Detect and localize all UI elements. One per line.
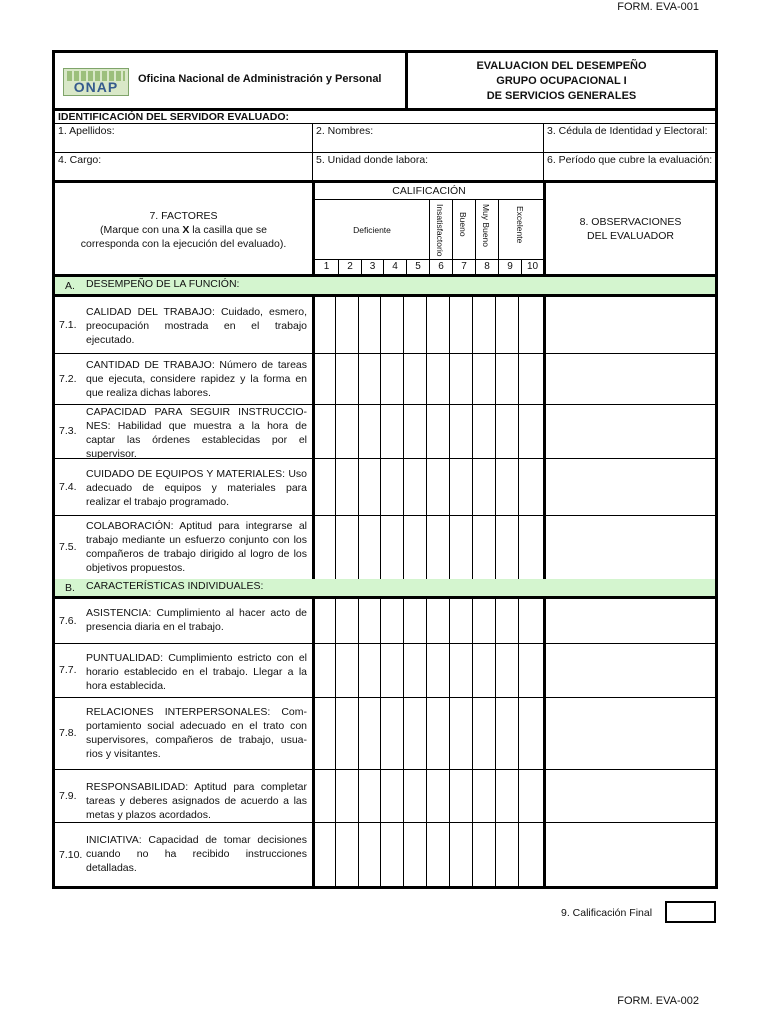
factor-row [55,698,715,770]
factor-number: 7.3. [59,425,77,437]
identification-title-row [55,111,715,124]
factors-instruction-line2: corresponda con la ejecución del evaluado). [80,238,287,250]
factor-description: COLABORACIÓN: Aptitud para integrarse al trabajo mediante un esfuerzo conjunto con los compañeros de trabajo dirigido al logro de los objetivos propuestos. [86,520,307,574]
rating-cell-8[interactable] [472,644,495,697]
rating-cell-7[interactable] [449,297,472,353]
rating-cell-2[interactable] [335,823,358,889]
rating-number-3: 3 [361,260,383,274]
rating-cell-7[interactable] [449,405,472,458]
factors-header [55,183,715,277]
rating-cell-5[interactable] [403,599,426,643]
rating-cell-9[interactable] [495,459,518,515]
rating-cell-2[interactable] [335,698,358,769]
observation-cell[interactable] [543,354,715,404]
rating-cell-5[interactable] [403,354,426,404]
factor-description: CUIDADO DE EQUIPOS Y MATERIALES: Uso adecuado de equipos y materiales para realizar el trabajo programado. [86,468,307,508]
rating-number-9: 9 [498,260,521,274]
rating-cell-2[interactable] [335,297,358,353]
rating-cell-8[interactable] [472,297,495,353]
rating-cell-1[interactable] [312,354,335,404]
rating-cell-4[interactable] [380,405,403,458]
factor-row [55,297,715,354]
rating-cell-9[interactable] [495,770,518,822]
rating-cell-8[interactable] [472,823,495,889]
rating-cell-10[interactable] [518,644,543,697]
rating-cell-9[interactable] [495,405,518,458]
rating-cell-1[interactable] [312,297,335,353]
label-deficiente: Deficiente [353,225,391,235]
rating-cell-3[interactable] [358,823,380,889]
rating-cell-8[interactable] [472,698,495,769]
factor-description: RELACIONES INTERPERSONALES: Com-portamiento social adecuado en el trato con supervisores, compañeros de trabajo, usua-rios y visitantes. [86,706,307,760]
observaciones-line-2: DEL EVALUADOR [587,230,674,242]
rating-number-1: 1 [323,261,330,272]
observation-cell[interactable] [543,405,715,458]
rating-cell-9[interactable] [495,354,518,404]
rating-cell-4[interactable] [380,770,403,822]
rating-cell-6[interactable] [426,698,449,769]
field-unidad[interactable]: 5. Unidad donde labora: [312,153,543,180]
rating-cell-6[interactable] [426,354,449,404]
label-muy-bueno-cell [475,200,498,259]
rating-cell-4[interactable] [380,516,403,579]
instruction-post: la casilla que se [189,224,267,236]
rating-cell-5[interactable] [403,823,426,889]
label-insatisfactorio: Insatisfactorio [435,204,445,257]
rating-cell-2[interactable] [335,354,358,404]
rating-cell-6[interactable] [426,405,449,458]
rating-cell-5[interactable] [403,770,426,822]
section-a-letter: A. [65,280,75,292]
rating-cell-9[interactable] [495,516,518,579]
factor-row [55,459,715,516]
rating-number-7: 7 [452,260,475,274]
identification-row-1 [55,124,715,153]
factor-row [55,516,715,579]
rating-cell-8[interactable] [472,354,495,404]
rating-cell-7[interactable] [449,459,472,515]
section-b-letter: B. [65,582,75,594]
factor-row [55,599,715,644]
rating-cell-4[interactable] [380,599,403,643]
rating-cell-5[interactable] [403,297,426,353]
rating-cell-7[interactable] [449,516,472,579]
rating-cell-8[interactable] [472,599,495,643]
logo-text: ONAP [73,79,119,95]
rating-number-8: 8 [475,260,498,274]
rating-cell-4[interactable] [380,823,403,889]
rating-cell-9[interactable] [495,297,518,353]
factor-number: 7.1. [59,318,77,331]
rating-cell-9[interactable] [495,644,518,697]
rating-cell-5[interactable] [403,516,426,579]
instruction-pre: (Marque con una [100,224,183,236]
factor-description: RESPONSABILIDAD: Aptitud para completar tareas y deberes asignados de acuerdo a las metas y plazos acordados. [86,781,307,821]
rating-cell-2[interactable] [335,516,358,579]
rating-cell-1[interactable] [312,516,335,579]
rating-cell-4[interactable] [380,644,403,697]
factor-row [55,644,715,698]
calificacion-header [312,183,543,274]
identification-title: IDENTIFICACIÓN DEL SERVIDOR EVALUADO: [58,111,290,123]
rating-cell-9[interactable] [495,698,518,769]
factors-instruction [55,223,312,237]
rating-cell-3[interactable] [358,405,380,458]
section-b-row [55,579,715,599]
observation-cell[interactable] [543,516,715,579]
label-excelente-cell [498,200,543,259]
rating-number-10: 10 [521,260,543,274]
rating-cell-4[interactable] [380,354,403,404]
form-header [55,53,715,111]
rating-cell-2[interactable] [335,405,358,458]
observaciones-line-1: 8. OBSERVACIONES [579,216,682,228]
factors-title: 7. FACTORES [149,210,218,222]
rating-cell-10[interactable] [518,354,543,404]
rating-cell-6[interactable] [426,516,449,579]
form-code-top: FORM. EVA-001 [617,1,699,13]
rating-cell-5[interactable] [403,644,426,697]
rating-cell-3[interactable] [358,354,380,404]
factor-number: 7.2. [59,372,77,385]
rating-cell-7[interactable] [449,770,472,822]
factor-number: 7.8. [59,727,77,739]
rating-cell-2[interactable] [335,599,358,643]
label-bueno-cell [452,200,475,259]
rating-cell-3[interactable] [358,516,380,579]
rating-cell-6[interactable] [426,599,449,643]
rating-cell-9[interactable] [495,599,518,643]
section-a-row [55,277,715,297]
final-score-box[interactable] [665,901,716,923]
rating-cell-1[interactable] [312,459,335,515]
factor-row [55,770,715,823]
field-cargo[interactable]: 4. Cargo: [58,154,102,166]
observaciones-header [543,183,715,274]
title-line-1: EVALUACION DEL DESEMPEÑO [476,60,647,72]
rating-cell-8[interactable] [472,770,495,822]
field-apellidos[interactable]: 1. Apellidos: [58,125,115,137]
rating-cell-8[interactable] [472,405,495,458]
rating-cell-6[interactable] [426,644,449,697]
section-a-title: DESEMPEÑO DE LA FUNCIÓN: [86,278,240,290]
final-score-label: 9. Calificación Final [561,907,653,919]
org-name: Oficina Nacional de Administración y Personal [138,73,382,85]
rating-cell-3[interactable] [358,459,380,515]
rating-number-5: 5 [406,260,429,274]
rating-cell-10[interactable] [518,297,543,353]
factor-number: 7.5. [59,540,77,553]
observation-cell[interactable] [543,770,715,822]
rating-number-6: 6 [429,260,452,274]
factor-number: 7.6. [59,614,77,627]
factor-description: INICIATIVA: Capacidad de tomar decisiones cuando no ha recibido instrucciones detalladas. [86,834,307,874]
rating-cell-5[interactable] [403,459,426,515]
rating-labels [315,200,543,260]
factor-row [55,405,715,459]
rating-cell-5[interactable] [403,698,426,769]
observation-cell[interactable] [543,698,715,769]
rating-cell-10[interactable] [518,599,543,643]
calificacion-title: CALIFICACIÓN [315,183,543,200]
rating-cell-5[interactable] [403,405,426,458]
rating-cell-6[interactable] [426,297,449,353]
factor-number: 7.10. [59,849,83,861]
rating-numbers [315,260,543,274]
rating-cell-4[interactable] [380,297,403,353]
rating-cell-10[interactable] [518,698,543,769]
rating-number-4: 4 [383,260,406,274]
field-nombres[interactable]: 2. Nombres: [312,124,543,152]
rating-cell-8[interactable] [472,459,495,515]
rating-cell-2[interactable] [335,644,358,697]
label-excelente: Excelente [515,206,525,244]
factor-number: 7.7. [59,664,77,676]
observation-cell[interactable] [543,297,715,353]
rating-cell-2[interactable] [335,770,358,822]
section-b-title: CARACTERÍSTICAS INDIVIDUALES: [86,580,264,592]
rating-cell-10[interactable] [518,459,543,515]
rating-cell-3[interactable] [358,698,380,769]
rating-cell-4[interactable] [380,459,403,515]
rating-cell-1[interactable] [312,823,335,889]
onap-logo [63,68,129,96]
instruction-mark: X [182,224,190,236]
field-cedula[interactable]: 3. Cédula de Identidad y Electoral: [543,124,715,152]
rating-cell-3[interactable] [358,770,380,822]
rating-cell-6[interactable] [426,770,449,822]
observation-cell[interactable] [543,823,715,889]
rating-cell-8[interactable] [472,516,495,579]
rating-cell-6[interactable] [426,823,449,889]
rating-cell-7[interactable] [449,599,472,643]
rating-cell-9[interactable] [495,823,518,889]
factor-description: PUNTUALIDAD: Cumplimiento estricto con el horario establecido en el trabajo. Llegar a la hora establecida. [86,652,307,692]
factor-description: CANTIDAD DE TRABAJO: Número de tareas que ejecuta, considere rapidez y la forma en que realiza dichas labores. [86,359,307,399]
rating-cell-7[interactable] [449,823,472,889]
rating-cell-6[interactable] [426,459,449,515]
rating-cell-3[interactable] [358,297,380,353]
factor-row [55,354,715,405]
rating-cell-2[interactable] [335,459,358,515]
rating-cell-1[interactable] [312,405,335,458]
rating-cell-10[interactable] [518,405,543,458]
form-title [405,53,715,108]
rating-cell-1[interactable] [312,770,335,822]
rating-cell-4[interactable] [380,698,403,769]
field-periodo[interactable]: 6. Período que cubre la evaluación: [543,153,715,180]
rating-cell-7[interactable] [449,354,472,404]
factors-title-cell [55,183,312,274]
rating-cell-10[interactable] [518,516,543,579]
rating-cell-10[interactable] [518,823,543,889]
rating-cell-7[interactable] [449,698,472,769]
rating-cell-1[interactable] [312,644,335,697]
factor-description: CAPACIDAD PARA SEGUIR INSTRUCCIO-NES: Habilidad que muestra a la hora de captar las órdenes establecidas por el supervisor. [86,406,307,460]
observation-cell[interactable] [543,599,715,643]
evaluation-form [52,50,718,889]
factor-number: 7.4. [59,480,77,493]
factor-row [55,823,715,889]
rating-cell-7[interactable] [449,644,472,697]
rating-number-2: 2 [338,260,361,274]
title-line-2: GRUPO OCUPACIONAL I [496,75,627,87]
rating-cell-3[interactable] [358,644,380,697]
form-code-bottom: FORM. EVA-002 [617,995,699,1007]
title-line-3: DE SERVICIOS GENERALES [486,90,637,102]
observation-cell[interactable] [543,644,715,697]
rating-cell-3[interactable] [358,599,380,643]
observation-cell[interactable] [543,459,715,515]
factor-description: ASISTENCIA: Cumplimiento al hacer acto de presencia diaria en el trabajo. [86,607,307,633]
rating-cell-1[interactable] [312,599,335,643]
identification-row-2 [55,153,715,183]
rating-cell-10[interactable] [518,770,543,822]
label-insatisfactorio-cell [429,200,452,259]
label-muy-bueno: Muy Bueno [481,204,491,247]
factor-description: CALIDAD DEL TRABAJO: Cuidado, esmero, preocupación mostrada en el trabajo ejecutado. [86,306,307,346]
label-bueno: Bueno [458,212,468,237]
rating-cell-1[interactable] [312,698,335,769]
factor-number: 7.9. [59,789,77,802]
